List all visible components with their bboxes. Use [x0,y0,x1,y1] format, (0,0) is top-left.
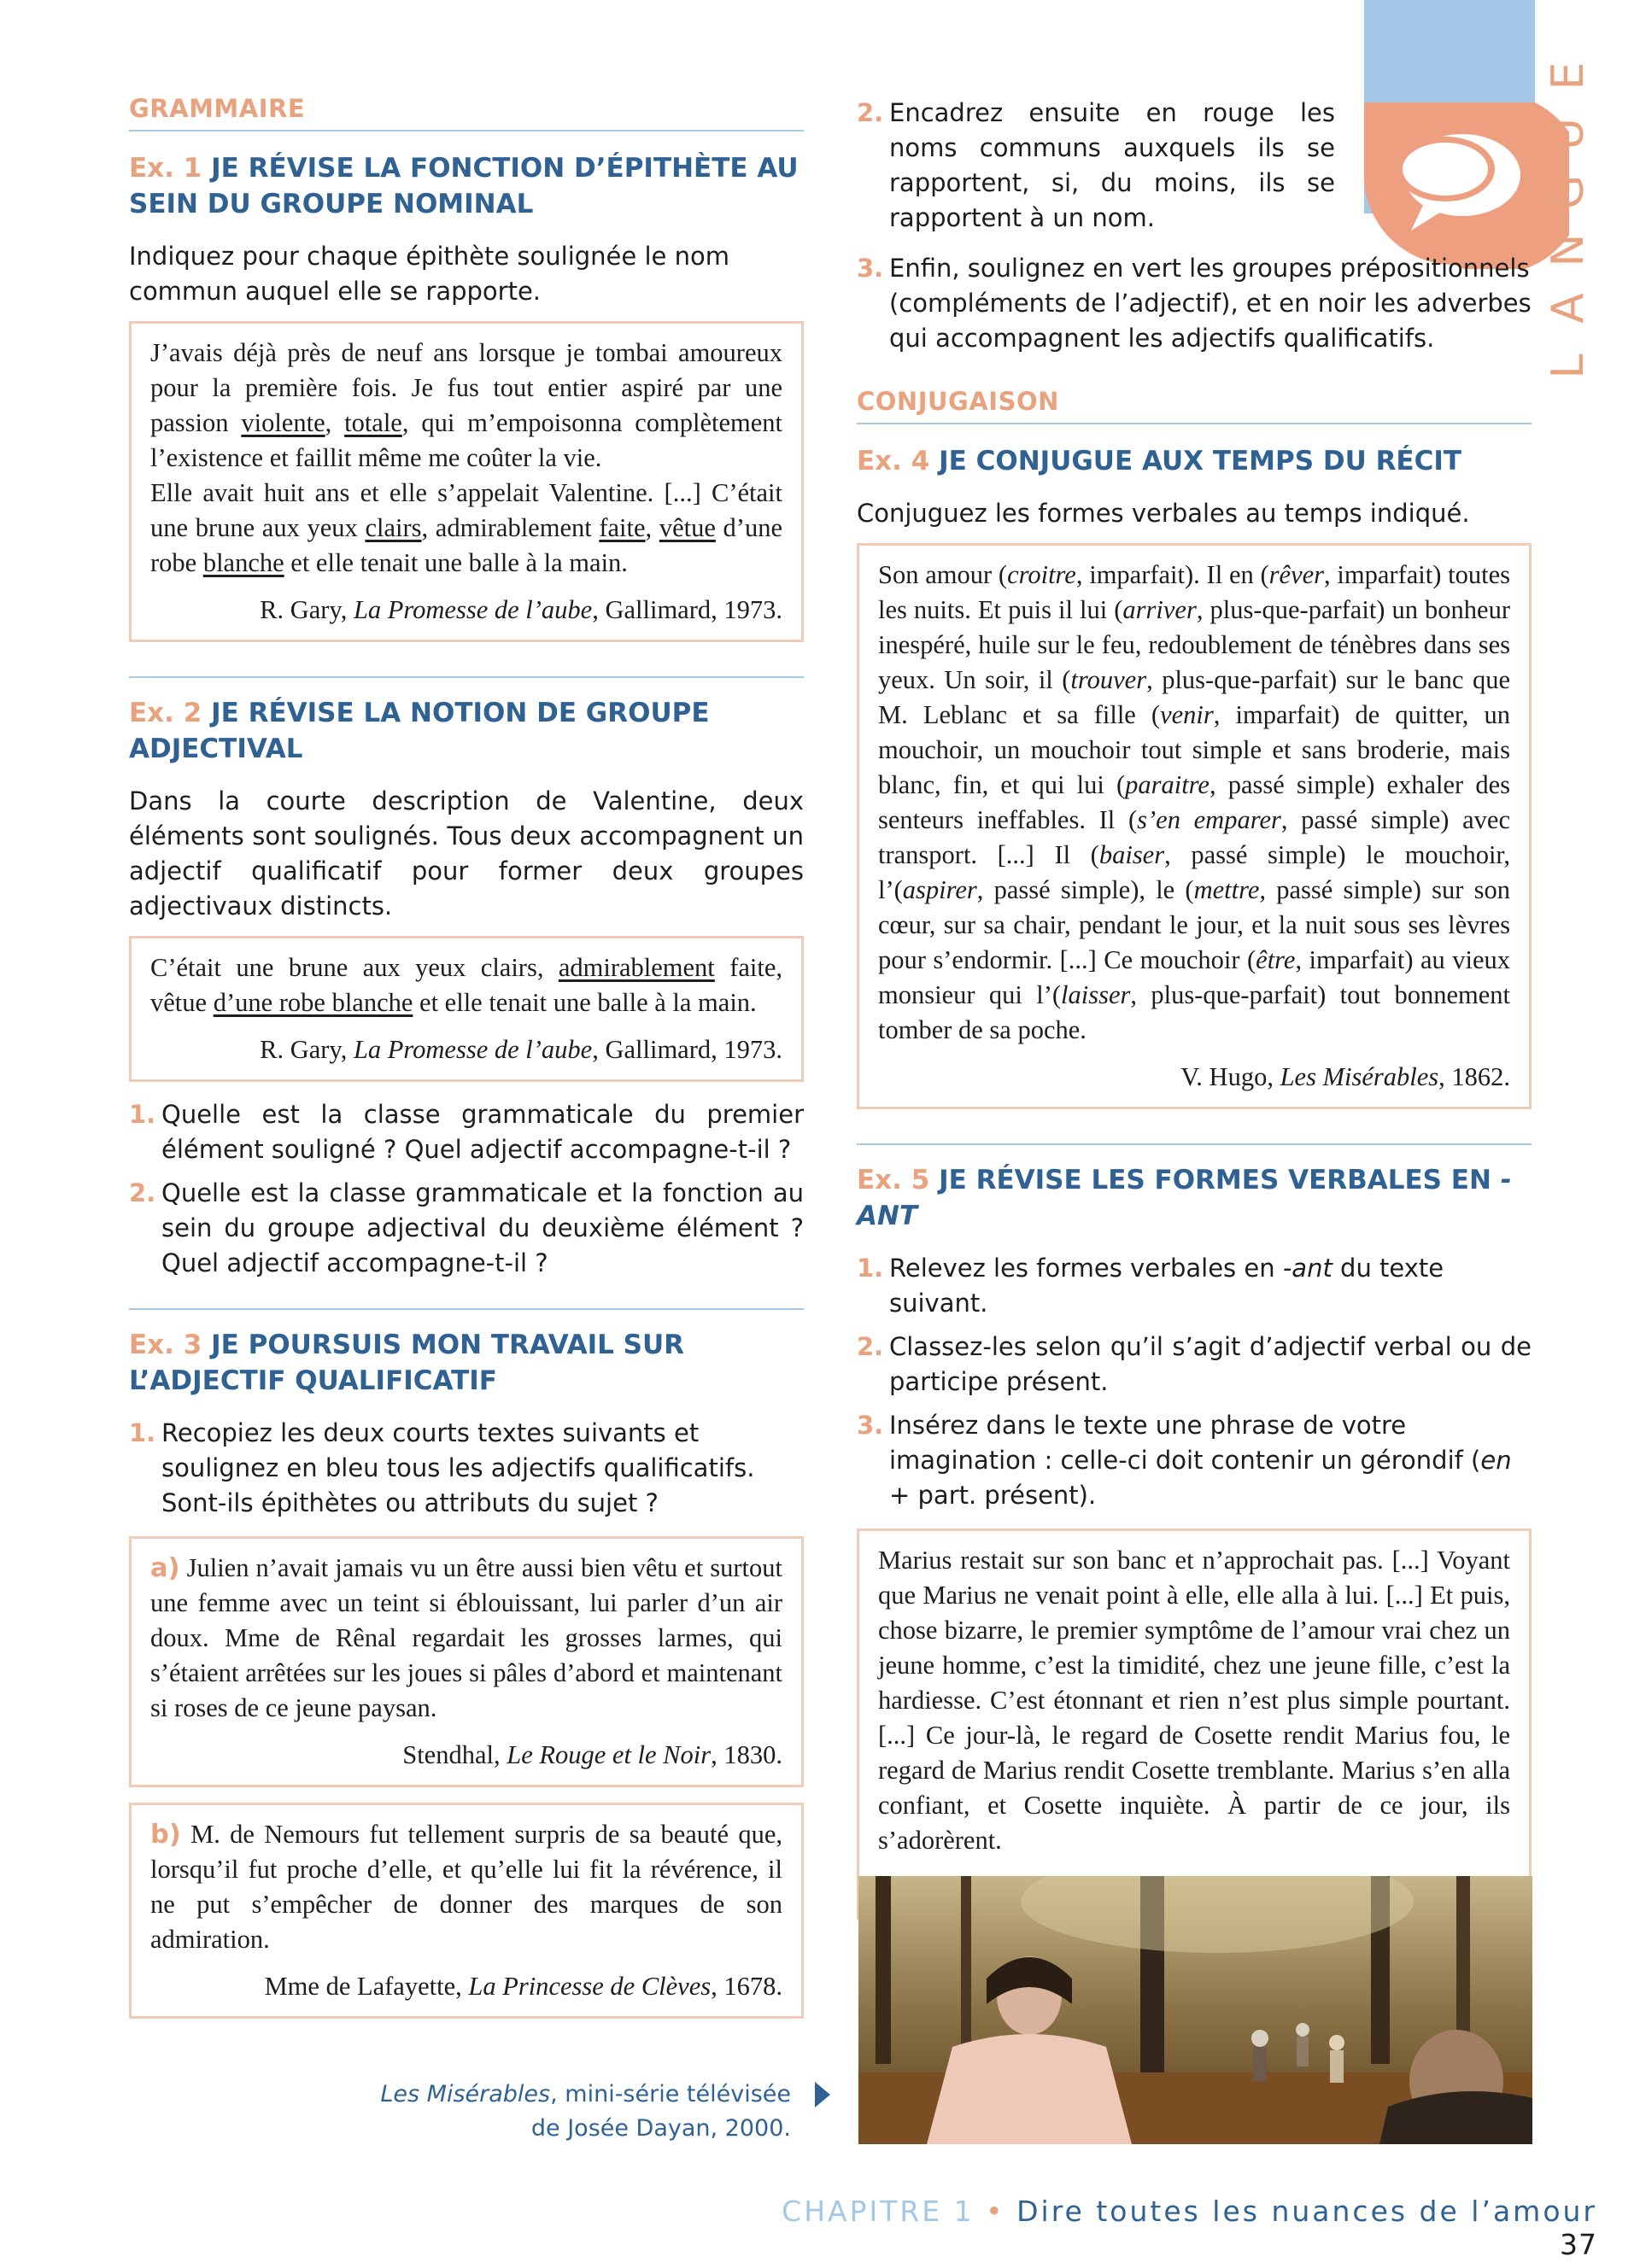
question-item: 3. Enfin, soulignez en vert les groupes prépositionnels (compléments de l’adjectif), et en noir les adverbes qui accompagnent les adjectifs qualificatifs. [857,254,1532,353]
ex1-title-text: JE RÉVISE LA FONCTION D’ÉPITHÈTE AU SEIN DU GROUPE NOMINAL [129,153,799,219]
ex1-text-box [129,321,804,642]
ex3-text-a: a) Julien n’avait jamais vu un être aussi bien vêtu et surtout une femme avec un teint si éblouissant, lui parler d’un air doux. Mme de Rênal regardait les grosses larmes, qui s’étaient arrêtées sur les joues si pâles d’abord et maintenant si roses de ce jeune paysan. [150,1553,782,1722]
caption-text-2: de Josée Dayan, 2000. [530,2115,791,2142]
left-column [129,94,804,2034]
ex3-text-b-source: Mme de Lafayette, La Princesse de Clèves, 1678. [264,1972,782,2001]
question-item: 2. Encadrez ensuite en rouge les noms communs auxquels ils se rapportent, si, du moins, ils se rapportent à un nom. [857,98,1335,232]
underlined-word: faite [599,513,646,542]
langue-letter: N [1543,233,1594,267]
ex5-title [857,1162,1532,1234]
ex3-block [129,1308,804,2019]
ex5-questions [857,1251,1532,1513]
footer-title: Dire toutes les nuances de l’amour [1016,2195,1597,2228]
langue-letter: G [1543,174,1594,210]
ex3-text-b: b) M. de Nemours fut tellement surpris de sa beauté que, lorsqu’il fut proche d’elle, et qu’elle lui fit la révérence, il ne put s’empêcher de donner des marques de son admiration. [150,1820,782,1954]
ex1-paragraph-1: J’avais déjà près de neuf ans lorsque je tombai amoureux pour la première fois. Je fus tout entier aspiré par une passion violente, totale, qui m’empoisonna complètement l’existence et faillit même me coûter la vie. [150,338,783,472]
caption-arrow-icon [815,2082,830,2107]
ex3-questions [129,1416,804,1521]
ex4-instruction: Conjuguez les formes verbales au temps indiqué. [857,499,1470,528]
section-conjugaison: CONJUGAISON [857,387,1532,424]
ex2-source: R. Gary, La Promesse de l’aube, Gallimard, 1973. [260,1035,782,1064]
right-column [857,96,1532,1935]
page-footer [743,2195,1597,2261]
ex2-title [129,695,804,767]
ex3-number: Ex. 3 [129,1330,202,1360]
ex2-paragraph: C’était une brune aux yeux clairs, admirablement faite, vêtue d’une robe blanche et elle tenait une balle à la main. [150,953,782,1017]
underlined-word: violente [241,408,325,437]
photo-caption [376,2078,810,2146]
ex1-title [129,150,804,222]
ex5-number: Ex. 5 [857,1165,930,1195]
underlined-word: blanche [202,548,284,577]
ex5-block [857,1143,1532,1920]
footer-chapter: CHAPITRE 1 [782,2195,975,2228]
question-item: 2. Quelle est la classe grammaticale et la fonction au sein du groupe adjectival du deuxième élément ? Quel adjectif accompagne-t-il ? [129,1178,804,1277]
ex5-text-box [857,1529,1532,1920]
ex4-source: V. Hugo, Les Misérables, 1862. [1180,1062,1510,1091]
underlined-word: clairs [365,513,422,542]
ex3-title [129,1327,804,1399]
ex3-text-b-box [129,1803,804,2019]
ex1-source: R. Gary, La Promesse de l’aube, Gallimard, 1973. [260,595,782,624]
photo-scene [858,1876,1532,2144]
ex2-questions [129,1097,804,1281]
underlined-group: d’une robe blanche [213,988,413,1017]
ex3-questions-continued [857,96,1335,236]
film-still-photo [858,1876,1532,2144]
ex3-text-a-box [129,1536,804,1787]
ex3-questions-continued-2 [857,251,1532,356]
ex1-number: Ex. 1 [129,153,202,184]
langue-label [1543,47,1593,395]
ex3-text-a-source: Stendhal, Le Rouge et le Noir, 1830. [402,1740,782,1769]
ex4-number: Ex. 4 [857,446,930,476]
underlined-word: totale [344,408,402,437]
question-item: 1. Recopiez les deux courts textes suivants et soulignez en bleu tous les adjectifs qualificatifs. Sont-ils épithètes ou attributs du sujet ? [129,1418,755,1517]
langue-letter: U [1543,117,1594,151]
question-item: 1. Quelle est la classe grammaticale du premier élément souligné ? Quel adjectif accompagne-t-il ? [129,1100,804,1164]
ex5-title-text: JE RÉVISE LES FORMES VERBALES EN [939,1165,1501,1195]
ex2-title-text: JE RÉVISE LA NOTION DE GROUPE ADJECTIVAL [129,698,710,764]
langue-letter: E [1543,61,1594,91]
page-number: 37 [1560,2228,1597,2261]
caption-work: Les Misérables [380,2081,551,2107]
question-item: 3. Insérez dans le texte une phrase de votre imagination : celle-ci doit contenir un gérondif (en + part. présent). [857,1411,1512,1510]
ex4-paragraph: Son amour (croitre, imparfait). Il en (rêver, imparfait) toutes les nuits. Et puis il lui (arriver, plus-que-parfait) un bonheur inespéré, huile sur le feu, redoublement de ténèbres dans ses yeux. Un soir, il (trouver, plus-que-parfait) sur le banc que M. Leblanc et sa fille (venir, imparfait) de quitter, un mouchoir, un mouchoir tout simple et sans broderie, mais blanc, fin, et qui lui (paraitre, passé simple) exhaler des senteurs ineffables. Il (s’en emparer, passé simple) avec transport. [...] Il (baiser, passé simple) le mouchoir, l’(aspirer, passé simple), le (mettre, passé simple) sur son cœur, sur sa chair, pendant le jour, et la nuit sous ses lèvres pour s’endormir. [...] Ce mouchoir (être, imparfait) au vieux monsieur qui l’(laisser, plus-que-parfait) tout bonnement tomber de sa poche. [878,560,1511,1044]
ex4-title [857,443,1532,479]
ex1-instruction: Indiquez pour chaque épithète soulignée le nom commun auquel elle se rapporte. [129,242,729,306]
footer-bullet: • [986,2195,1005,2228]
ex2-number: Ex. 2 [129,698,202,728]
langue-letter: A [1543,293,1594,324]
ex2-instruction: Dans la courte description de Valentine, deux éléments sont soulignés. Tous deux accompagnent un adjectif qualificatif pour former deux groupes adjectivaux distincts. [129,786,804,921]
ex2-text-box [129,936,804,1082]
ex2-block [129,676,804,1281]
underlined-word: admirablement [558,953,715,982]
ex5-paragraph: Marius restait sur son banc et n’approchait pas. [...] Voyant que Marius ne venait point à elle, elle alla à lui. [...] Et puis, chose bizarre, le premier symptôme de l’amour vrai chez un jeune homme, c’est la timidité, chez une jeune fille, c’est la hardiesse. C’est étonnant et rien n’est plus simple pourtant. [...] Ce jour-là, le regard de Cosette rendit Marius fou, le regard de Marius rendit Cosette tremblante. Marius s’en alla confiant, et Cosette inquiète. À partir de ce jour, ils s’adorèrent. [878,1546,1510,1855]
question-item: 2. Classez-les selon qu’il s’agit d’adjectif verbal ou de participe présent. [857,1332,1532,1396]
underlined-word: vêtue [659,513,716,542]
question-item: 1. Relevez les formes verbales en -ant du texte suivant. [857,1254,1444,1318]
langue-letter: L [1543,354,1594,379]
ex4-title-text: JE CONJUGUE AUX TEMPS DU RÉCIT [939,446,1462,476]
caption-text-1: , mini-série télévisée [550,2081,791,2107]
section-grammaire: GRAMMAIRE [129,94,804,132]
ex3-title-text: JE POURSUIS MON TRAVAIL SUR L’ADJECTIF QUALIFICATIF [129,1330,685,1396]
ex5-title-suffix: -ANT [857,1165,1512,1231]
ex4-text-box [857,543,1532,1109]
ex1-paragraph-2: Elle avait huit ans et elle s’appelait Valentine. [...] C’était une brune aux yeux clairs, admirablement faite, vêtue d’une robe blanche et elle tenait une balle à la main. [150,478,782,577]
